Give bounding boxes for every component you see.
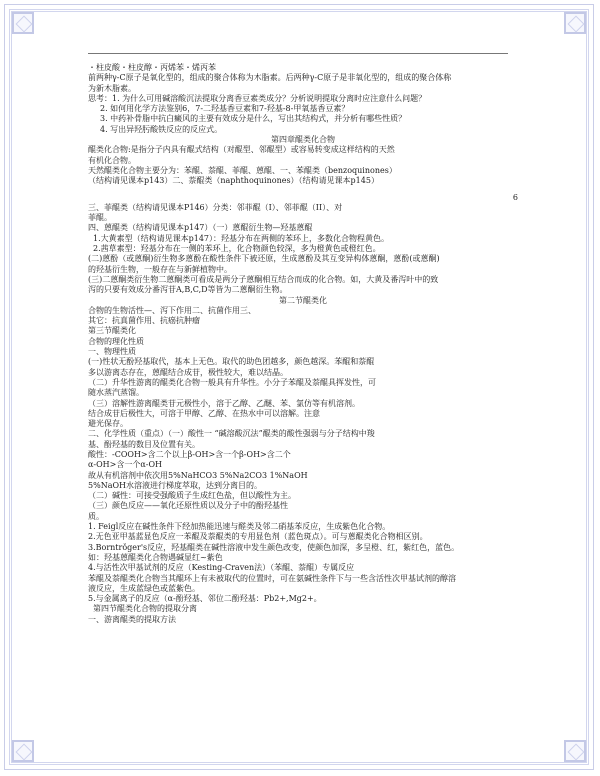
text-line: 合物的理化性质 xyxy=(88,336,144,346)
text-line: 5%NaOH水溶液进行梯度萃取，达到分离目的。 xyxy=(88,480,262,490)
text-line: 4. 写出异羟肟酸铁反应的反应式。 xyxy=(100,124,223,134)
text-line: 2.茜草素型：羟基分布在一侧的苯环上，化合物颜色较深，多为橙黄色或橙红色。 xyxy=(93,244,381,254)
text-line: 3. 中药补骨脂中抗白癜风的主要有效成分是什么，写出其结构式，并分析有哪些性质？ xyxy=(100,114,407,124)
text-line: 前两种γ-C原子是氧化型的，组成的聚合体称为木脂素。后两种γ-C原子是非氧化型的，组成的聚合体称 xyxy=(88,73,452,83)
text-line: 2. 如何用化学方法鉴别6，7-二羟基香豆素和7-羟基-8-甲氧基香豆素？ xyxy=(100,104,350,114)
text-line: 随水蒸汽蒸馏。 xyxy=(88,388,144,398)
text-line: 1. Feigl反应在碱性条件下经加热能迅速与醛类及邻二硝基苯反应，生成紫色化合物。 xyxy=(88,522,391,532)
text-line: α-OH>含一个α-OH xyxy=(88,460,162,470)
text-line: 第二节醌类化 xyxy=(279,295,327,305)
text-line: 如：羟基蒽醌类化合物遇碱显红~紫色 xyxy=(88,552,223,562)
text-line: ・柱皮酸・柱皮醇・丙烯苯・烯丙苯 xyxy=(88,63,216,72)
text-line: 质。 xyxy=(88,511,104,521)
text-line: 一、游离醌类的提取方法 xyxy=(88,614,176,624)
text-line: （二）升华性游离的醌类化合物一般具有升华性。小分子苯醌及萘醌具挥发性，可 xyxy=(88,377,376,387)
text-line: 的羟基衍生物，一般存在与新鲜植物中。 xyxy=(88,264,232,274)
text-line: （二）碱性：可接受强酸质子生成红色盐，但以酸性为主。 xyxy=(88,491,296,501)
text-line: 有机化合物。 xyxy=(88,155,136,165)
text-line: (二)蒽酚（或蒽酮)衍生物多蒽酚在酸性条件下被还原，生成蒽酚及其互变异构体蒽酮，蒽酚(或蒽酮) xyxy=(88,254,440,264)
text-line: 思考：1. 为什么可用碱溶酸沉法提取分离香豆素类成分？分析说明提取分离时应注意什么问题？ xyxy=(88,93,427,103)
text-line: 醌类化合物:是指分子内具有醌式结构（对醌型、邻醌型）或容易转变成这样结构的天然 xyxy=(88,145,395,155)
text-line: （三）溶解性游离醌类苷元极性小，溶于乙醇、乙醚、苯、氯仿等有机溶剂。 xyxy=(88,398,360,408)
text-line: 1.大黄素型（结构请见课本p147）：羟基分布在两侧的苯环上，多数化合物程黄色。 xyxy=(93,233,390,243)
text-line: 天然醌类化合物主要分为：苯醌、萘醌、菲醌、蒽醌、一、苯醌类（benzoquinones） xyxy=(88,165,397,175)
corner-ornament xyxy=(564,12,586,34)
text-line: 3.Borntrǒger's反应，羟基醌类在碱性溶液中发生颜色改变，使颜色加深，多呈橙、红，紫红色，蓝色。 xyxy=(88,542,460,552)
document-body xyxy=(88,63,518,625)
text-line: 菲醌。 xyxy=(88,213,112,223)
text-line: 第四章醌类化合物 xyxy=(271,135,335,145)
text-line: 结合成苷后极性大，可溶于甲醇、乙醇、在热水中可以溶解。注意 xyxy=(88,408,320,418)
text-line: 酸性：-COOH>含二个以上β-OH>含一个β-OH>含二个 xyxy=(88,449,291,459)
text-line: 第三节醌类化 xyxy=(88,326,136,336)
text-line: 三、菲醌类（结构请见课本P146）分类：邻菲醌（I）、邻菲醌（II）、对 xyxy=(88,202,343,212)
text-line: （三）颜色反应——氧化还原性质以及分子中的酚羟基性 xyxy=(88,501,288,511)
text-line: 苯醌及萘醌类化合物当其醌环上有未被取代的位置时，可在氨碱性条件下与一些含活性次甲基试剂的醇溶 xyxy=(88,573,456,583)
text-line: 合物的生物活性—、泻下作用二、抗菌作用三、 xyxy=(88,305,256,315)
text-line: 四、蒽醌类（结构请见课本p147）（一）蒽醌衍生物—羟基蒽醌 xyxy=(88,223,313,233)
text-line: (三)二蒽酮类衍生物二蒽酮类可看成是两分子蒽酮相互结合而成的化合物。如，大黄及番泻叶中的致 xyxy=(88,274,439,284)
text-line: 2.无色亚甲基蓝显色反应一苯醌及萘醌类的专用显色剂（蓝色斑点）。可与蒽醌类化合物相区别。 xyxy=(88,532,428,542)
text-line: （结构请见课本p143）二、萘醌类（naphthoquinones）（结构请见课本p145） xyxy=(88,176,379,186)
text-line: 其它：抗真菌作用、抗癌抗肿瘤 xyxy=(88,316,200,326)
text-line: 4.与活性次甲基试剂的反应（Kesting-Craven法）（苯醌、萘醌）专属反应 xyxy=(88,563,355,573)
text-line: 液反应，生成蓝绿色或蓝紫色。 xyxy=(88,583,200,593)
text-line: 多以游离态存在，蒽醌结合成苷，极性较大，难以结晶。 xyxy=(88,367,288,377)
page-number: 6 xyxy=(512,192,518,202)
text-line: 二、化学性质（重点）（一）酸性一 “碱溶酸沉法”醌类的酸性强弱与分子结构中羧 xyxy=(88,429,375,439)
corner-ornament xyxy=(12,740,34,762)
text-line: (一)性状无酚羟基取代，基本上无色。取代的助色团越多，颜色越深。苯醌和萘醌 xyxy=(88,357,375,367)
text-line: 第四节醌类化合物的提取分离 xyxy=(93,604,197,614)
text-line: 故从有机溶剂中依次用5%NaHCO3 5%Na2CO3 1%NaOH xyxy=(88,470,308,480)
text-line: 避光保存。 xyxy=(88,419,128,429)
corner-ornament xyxy=(12,12,34,34)
text-line: 为新木脂素。 xyxy=(88,83,136,93)
corner-ornament xyxy=(564,740,586,762)
text-line: 一、物理性质 xyxy=(88,347,136,357)
header-rule xyxy=(88,53,508,54)
text-line: 基、酚羟基的数目及位置有关。 xyxy=(88,439,200,449)
text-line: 泻的只要有效成分番泻苷A,B,C,D等皆为二蒽酮衍生物。 xyxy=(88,285,288,295)
text-line: 5.与金属离子的反应（α-酚羟基、邻位二酚羟基：Pb2+,Mg2+。 xyxy=(88,594,322,604)
